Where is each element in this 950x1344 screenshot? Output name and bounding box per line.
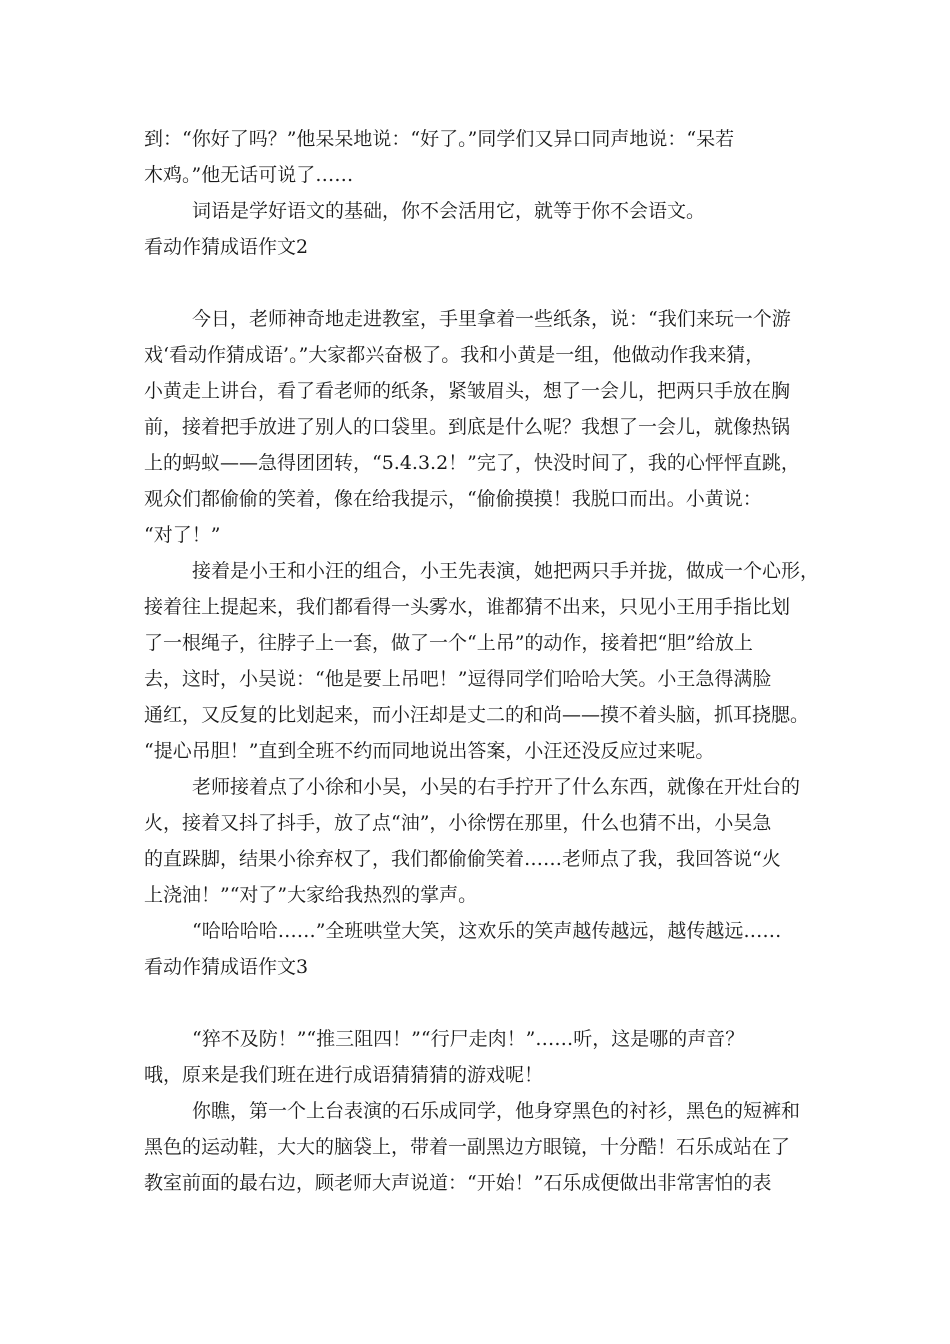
text-line-11: “对了！” xyxy=(144,524,221,546)
text-line-22: “哈哈哈哈……”全班哄堂大笑，这欢乐的笑声越传越远，越传越远…… xyxy=(192,920,782,942)
text-line-7: 小黄走上讲台，看了看老师的纸条，紧皱眉头，想了一会儿，把两只手放在胸 xyxy=(144,380,791,402)
text-line-26: 你瞧，第一个上台表演的石乐成同学，他身穿黑色的衬衫，黑色的短裤和 xyxy=(192,1100,801,1122)
text-line-27: 黑色的运动鞋，大大的脑袋上，带着一副黑边方眼镜，十分酷！石乐成站在了 xyxy=(144,1136,791,1158)
text-line-2: 木鸡。”他无话可说了…… xyxy=(144,164,354,186)
text-line-5: 今日，老师神奇地走进教室，手里拿着一些纸条，说：“我们来玩一个游 xyxy=(192,308,791,330)
text-line-17: “提心吊胆！”直到全班不约而同地说出答案，小汪还没反应过来呢。 xyxy=(144,740,715,762)
text-line-18: 老师接着点了小徐和小吴，小吴的右手拧开了什么东西，就像在开灶台的 xyxy=(192,776,801,798)
text-line-16: 通红，又反复的比划起来，而小汪却是丈二的和尚——摸不着头脑，抓耳挠腮。 xyxy=(144,704,810,726)
text-line-6: 戏‘看动作猜成语’。”大家都兴奋极了。我和小黄是一组，他做动作我来猜， xyxy=(144,344,765,366)
text-line-14: 了一根绳子，往脖子上一套，做了一个“上吊”的动作，接着把“胆”给放上 xyxy=(144,632,753,654)
text-line-9: 上的蚂蚁——急得团团转，“5.4.3.2！”完了，快没时间了，我的心怦怦直跳， xyxy=(144,452,800,474)
text-line-25: 哦，原来是我们班在进行成语猜猜猜的游戏呢！ xyxy=(144,1064,544,1086)
text-line-19: 火，接着又抖了抖手，放了点“油”，小徐愣在那里，什么也猜不出，小吴急 xyxy=(144,812,772,834)
text-line-1: 到：“你好了吗？”他呆呆地说：“好了。”同学们又异口同声地说：“呆若 xyxy=(144,128,735,150)
text-line-15: 去，这时，小吴说：“他是要上吊吧！”逗得同学们哈哈大笑。小王急得满脸 xyxy=(144,668,772,690)
text-line-3: 词语是学好语文的基础，你不会活用它，就等于你不会语文。 xyxy=(192,200,706,222)
text-line-8: 前，接着把手放进了别人的口袋里。到底是什么呢？我想了一会儿，就像热锅 xyxy=(144,416,791,438)
text-line-12: 接着是小王和小汪的组合，小王先表演，她把两只手并拢，做成一个心形， xyxy=(192,560,820,582)
text-line-20: 的直跺脚，结果小徐弃权了，我们都偷偷笑着……老师点了我，我回答说“火 xyxy=(144,848,781,870)
section-heading-3: 看动作猜成语作文3 xyxy=(144,956,309,978)
text-line-10: 观众们都偷偷的笑着，像在给我提示，“偷偷摸摸！我脱口而出。小黄说： xyxy=(144,488,762,510)
text-line-21: 上浇油！”“对了”大家给我热烈的掌声。 xyxy=(144,884,478,906)
section-heading-2: 看动作猜成语作文2 xyxy=(144,236,309,258)
text-line-24: “猝不及防！”“推三阻四！”“行尸走肉！”……听，这是哪的声音？ xyxy=(192,1028,745,1050)
text-line-13: 接着往上提起来，我们都看得一头雾水，谁都猜不出来，只见小王用手指比划 xyxy=(144,596,791,618)
text-line-28: 教室前面的最右边，顾老师大声说道：“开始！”石乐成便做出非常害怕的表 xyxy=(144,1172,772,1194)
